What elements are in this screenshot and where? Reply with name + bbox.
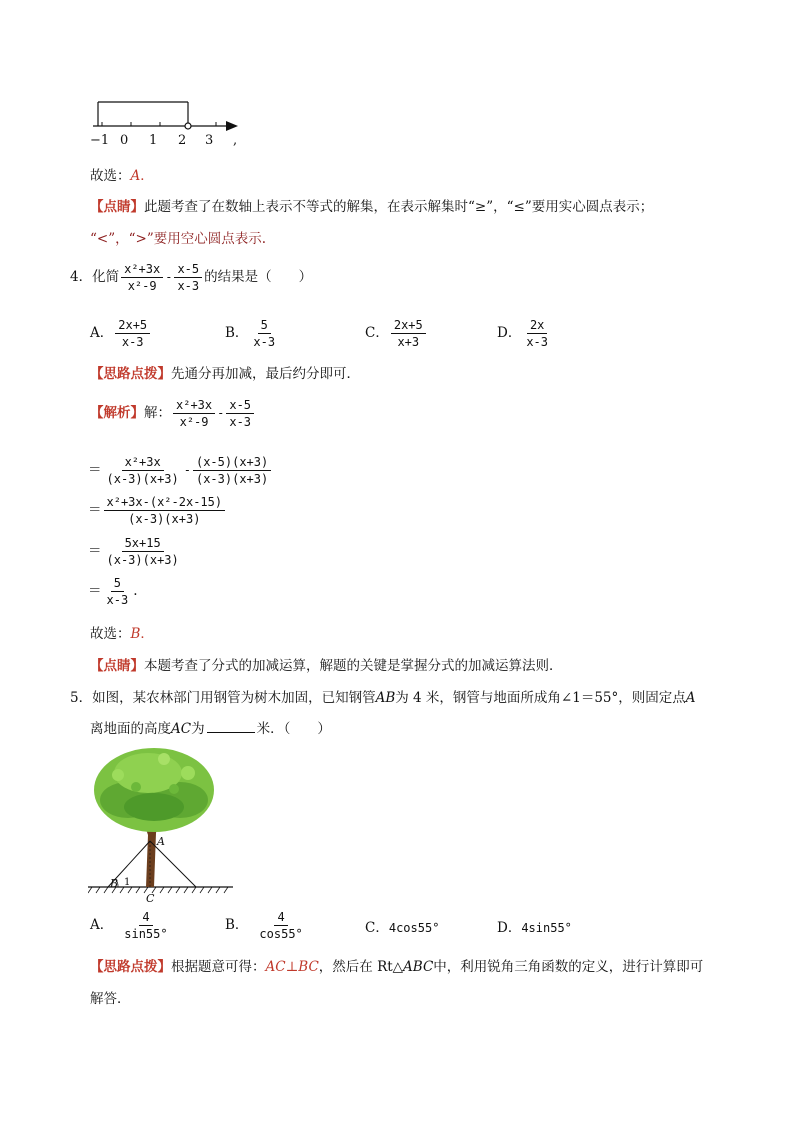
- figure-label-1: 1: [124, 877, 131, 888]
- q5-prompt-line1: 5．如图，某农林部门用钢管为树木加固，已知钢管AB为 4 米，钢管与地面所成角∠1＝55°，则固定点A: [70, 690, 696, 706]
- figure-label-a: A: [157, 835, 165, 848]
- fraction: $\frac{x-5}{x-3}$: [174, 262, 202, 293]
- q4-answer: 故选：B．: [90, 626, 154, 642]
- q3-comment-line2: “<”，“>”要用空心圆点表示.: [90, 231, 267, 247]
- q5-hint: 【思路点拨】根据题意可得：AC⊥BC，然后在 Rt△ABC中，利用锐角三角函数的定义，进行计算即可: [90, 959, 704, 975]
- figure-label-b: B: [110, 877, 119, 890]
- q5-option-d: D．4sin55°: [497, 920, 572, 936]
- solution-tag: 【解析】: [90, 405, 144, 421]
- q3-answer: 故选：A．: [90, 168, 154, 184]
- hint-tag: 【思路点拨】: [90, 366, 171, 382]
- solution-step-1: ＝ $\frac{\text{x²+3x}}{(x-3)(x+3)}$ - $\frac{(x-5)(x+3)}{(x-3)(x+3)}$: [88, 455, 273, 486]
- figure-label-c: C: [146, 892, 155, 905]
- q5-option-c: C．4cos55°: [365, 920, 440, 936]
- q4-option-b: B． $\frac{5}{x-3}$: [225, 318, 276, 349]
- comment-tag: 【点睛】: [90, 199, 144, 215]
- q4-comment: 【点睛】本题考查了分式的加减运算，解题的关键是掌握分式的加减运算法则．: [90, 658, 563, 674]
- q4-option-a: A． $\frac{2x+5}{x-3}$: [90, 318, 152, 349]
- q4-hint: 【思路点拨】先通分再加减，最后约分即可．: [90, 366, 360, 382]
- trailing-comma: ,: [233, 133, 238, 148]
- q4-prompt: 4．化简 $\frac{\text{x²+3x}}{\text{x²-9}}$ - $\frac{x-5}{x-3}$ 的结果是（ ）: [70, 262, 313, 293]
- answer-value: A: [130, 168, 141, 184]
- hint-tag: 【思路点拨】: [90, 959, 171, 975]
- number-line-ticks: [90, 133, 237, 148]
- answer-value: B: [130, 626, 141, 642]
- tick-label: 3: [205, 133, 214, 148]
- q5-option-a: A． $\frac{4}{\sin 55^\circ}$: [90, 910, 168, 941]
- q4-option-d: D． $\frac{2x}{x-3}$: [497, 318, 549, 349]
- q5-prompt-line2: 离地面的高度AC为 米．（ ）: [90, 721, 331, 737]
- solution-step-2: ＝ $\frac{\text{x²+3x-(x²-2x-15)}}{(x-3)(x+3)}$: [88, 495, 227, 526]
- tick-label: 2: [178, 133, 187, 148]
- q4-option-c: C． $\frac{2x+5}{x+3}$: [365, 318, 428, 349]
- solution-step-4: ＝ $\frac{5}{x-3}$ .: [88, 576, 138, 607]
- answer-blank: [207, 720, 255, 733]
- q5-option-b: B． $\frac{4}{\cos 55^\circ}$: [225, 910, 303, 941]
- solution-step-3: ＝ $\frac{5x+15}{(x-3)(x+3)}$: [88, 536, 179, 567]
- fraction: $\frac{\text{x²+3x}}{\text{x²-9}}$: [121, 262, 163, 293]
- tick-label: −1: [90, 133, 110, 148]
- q5-hint-line2: 解答．: [90, 991, 131, 1007]
- comment-tag: 【点睛】: [90, 658, 144, 674]
- q3-comment: 【点睛】此题考查了在数轴上表示不等式的解集，在表示解集时“≥”，“≤”要用实心圆点表示；: [90, 199, 654, 215]
- tick-label: 0: [120, 133, 129, 148]
- q4-solution-head: 【解析】解： $\frac{\text{x²+3x}}{\text{x²-9}}$ - $\frac{x-5}{x-3}$: [90, 398, 256, 429]
- tick-label: 1: [149, 133, 158, 148]
